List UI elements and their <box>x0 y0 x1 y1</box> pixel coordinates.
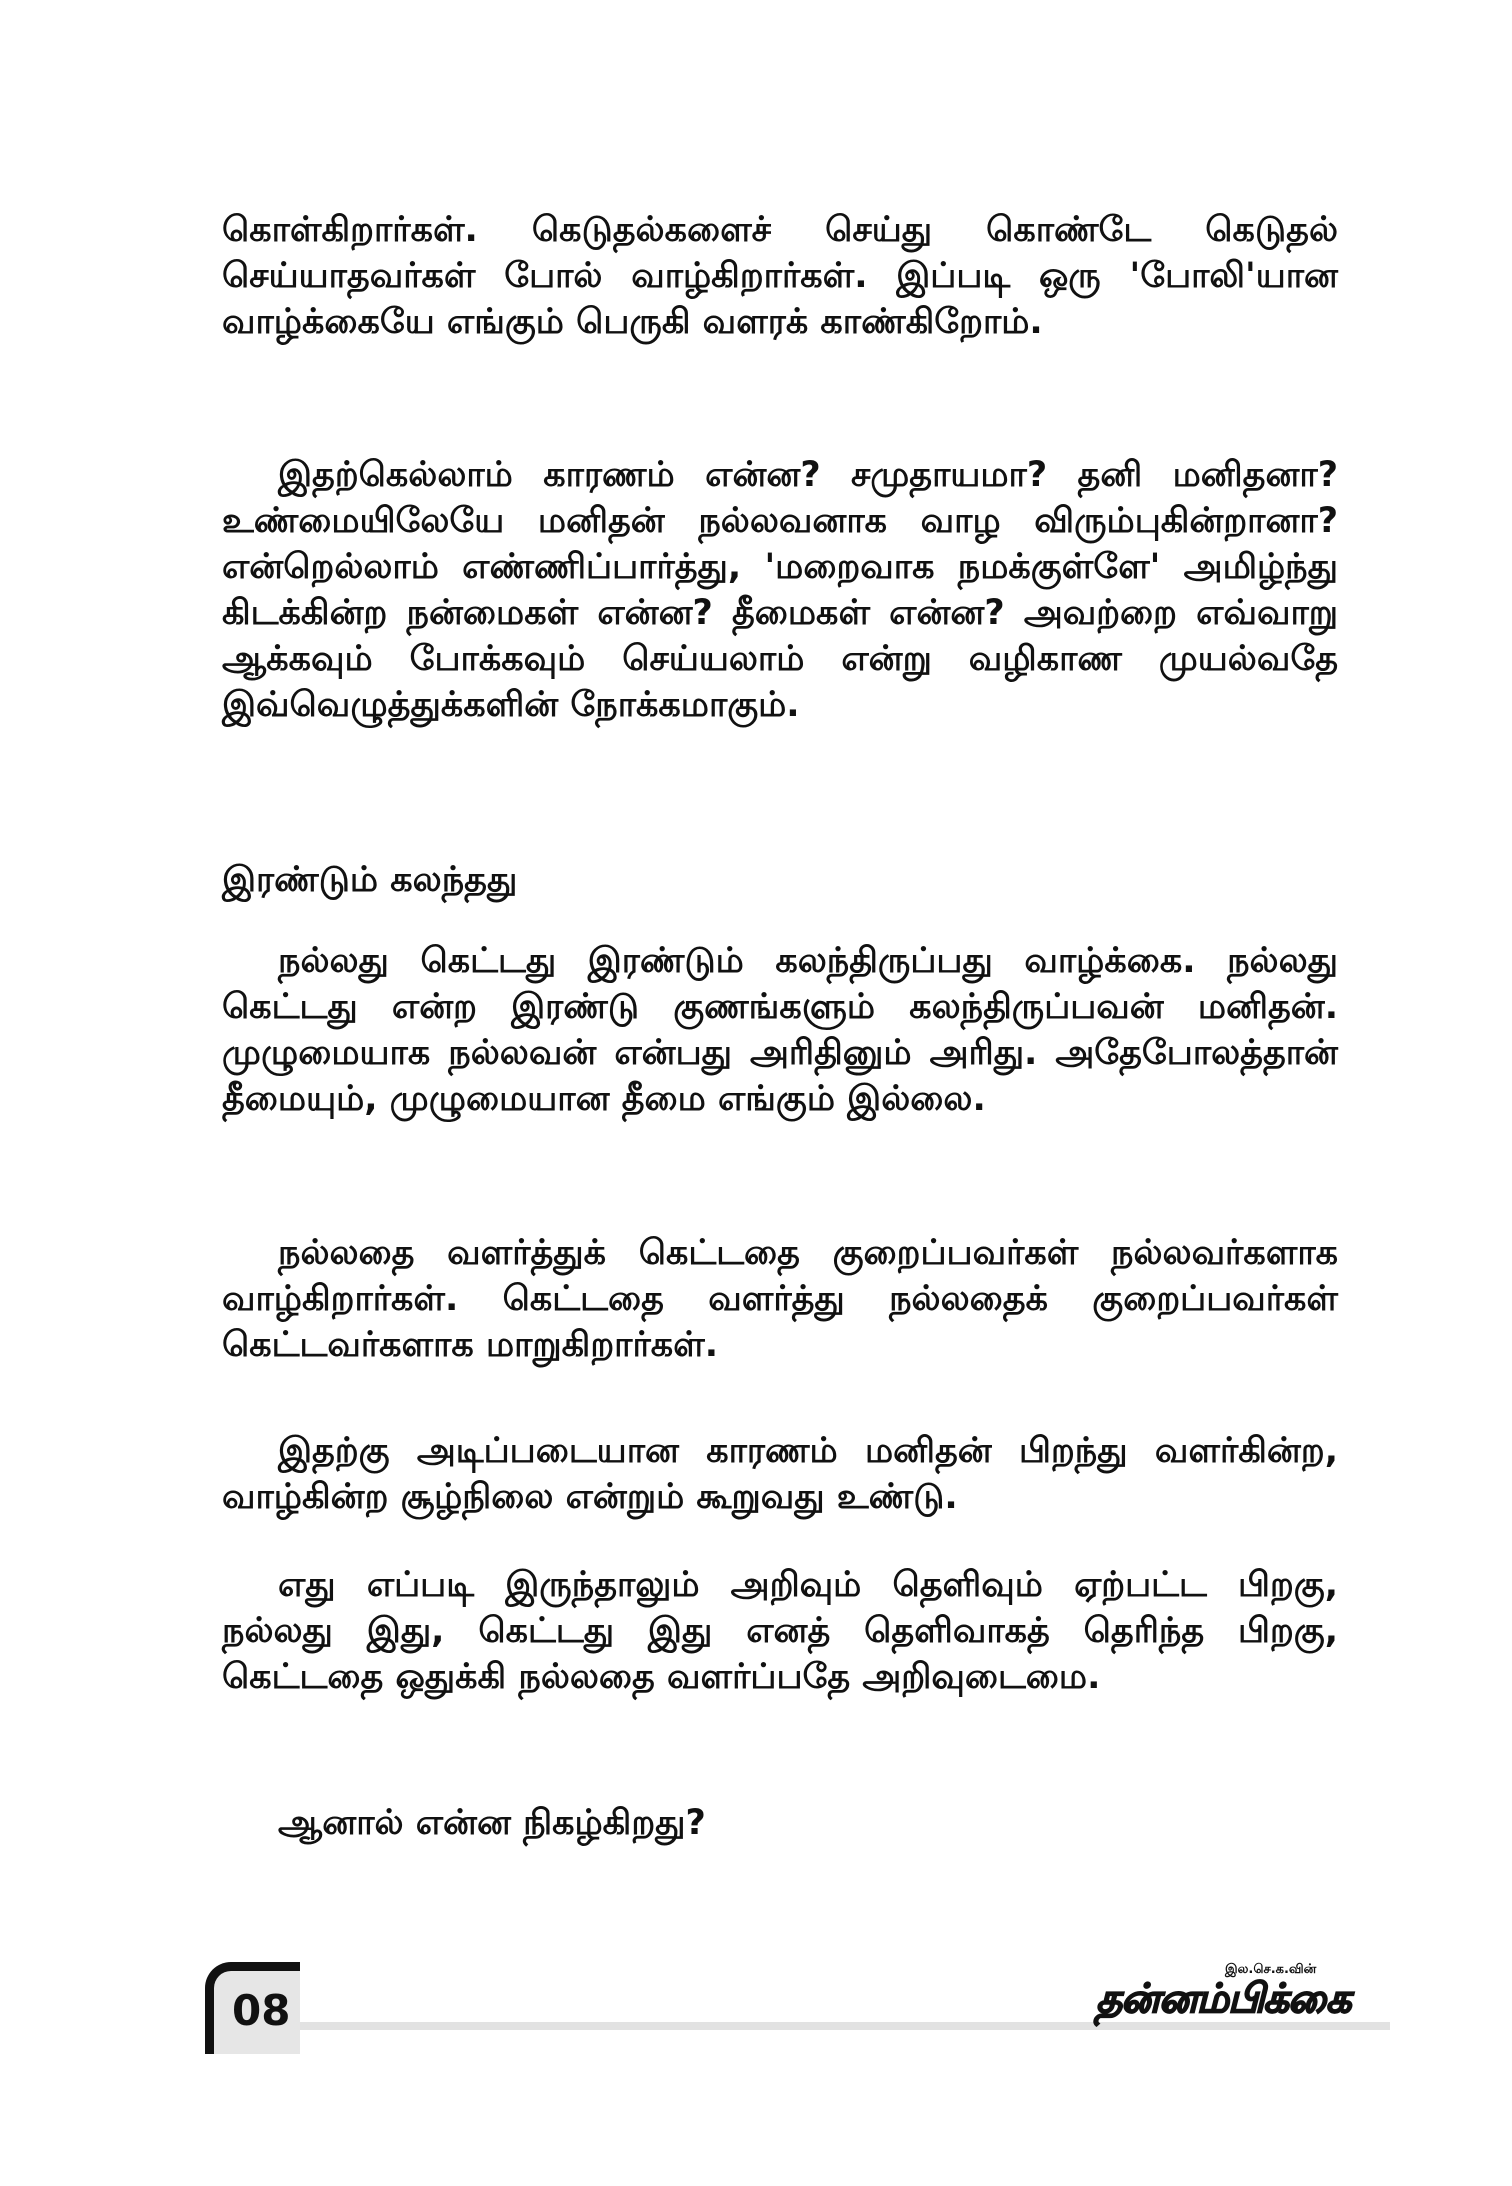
paragraph-3: நல்லது கெட்டது இரண்டும் கலந்திருப்பது வாழ்க்கை. நல்லது கெட்டது என்ற இரண்டு குணங்களும் கலந்திருப்பவன் மனிதன். முழுமையாக நல்லவன் என்பது அரிதினும் அரிது. அதேபோலத்தான் தீமையும், முழுமையான தீமை எங்கும் இல்லை. <box>222 941 1338 1119</box>
magazine-logo: தன்னம்பிக்கை <box>1096 1976 1351 2022</box>
logo-caption: இல.செ.க.வின் <box>1225 1962 1317 1977</box>
paragraph-5: இதற்கு அடிப்படையான காரணம் மனிதன் பிறந்து வளர்கின்ற, வாழ்கின்ற சூழ்நிலை என்றும் கூறுவது உண்டு. <box>222 1431 1338 1517</box>
paragraph-6: எது எப்படி இருந்தாலும் அறிவும் தெளிவும் ஏற்பட்ட பிறகு, நல்லது இது, கெட்டது இது எனத் தெளிவாகத் தெரிந்த பிறகு, கெட்டதை ஒதுக்கி நல்லதை வளர்ப்பதே அறிவுடைமை. <box>222 1565 1338 1697</box>
paragraph-1: கொள்கிறார்கள். கெடுதல்களைச் செய்து கொண்டே கெடுதல் செய்யாதவர்கள் போல் வாழ்கிறார்கள். இப்படி ஒரு 'போலி'யான வாழ்க்கையே எங்கும் பெருகி வளரக் காண்கிறோம். <box>222 210 1338 342</box>
paragraph-4: நல்லதை வளர்த்துக் கெட்டதை குறைப்பவர்கள் நல்லவர்களாக வாழ்கிறார்கள். கெட்டதை வளர்த்து நல்லதைக் குறைப்பவர்கள் கெட்டவர்களாக மாறுகிறார்கள். <box>222 1233 1338 1365</box>
paragraph-2: இதற்கெல்லாம் காரணம் என்ன? சமுதாயமா? தனி மனிதனா? உண்மையிலேயே மனிதன் நல்லவனாக வாழ விரும்புகின்றானா? என்றெல்லாம் எண்ணிப்பார்த்து, 'மறைவாக நமக்குள்ளே' அமிழ்ந்து கிடக்கின்ற நன்மைகள் என்ன? தீமைகள் என்ன? அவற்றை எவ்வாறு ஆக்கவும் போக்கவும் செய்யலாம் என்று வழிகாண முயல்வதே இவ்வெழுத்துக்களின் நோக்கமாகும். <box>222 455 1338 725</box>
paragraph-7: ஆனால் என்ன நிகழ்கிறது? <box>278 1803 706 1843</box>
page-number: 08 <box>232 1986 291 2035</box>
section-heading: இரண்டும் கலந்தது <box>222 860 518 900</box>
